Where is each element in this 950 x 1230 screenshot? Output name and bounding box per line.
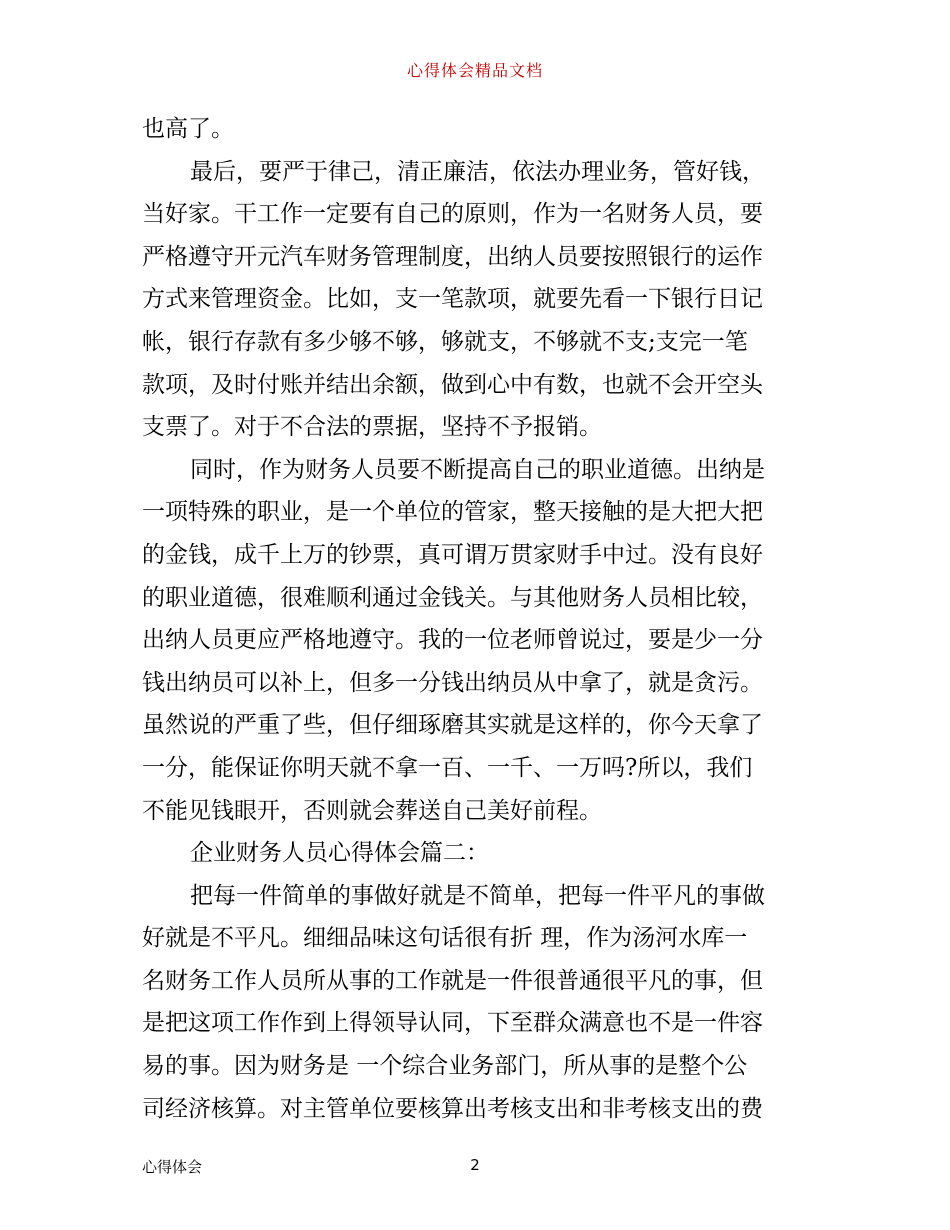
text-line: 出纳人员更应严格地遵守。我的一位老师曾说过，要是少一分 — [142, 627, 763, 654]
text-line: 易的事。因为财务是 一个综合业务部门，所从事的是整个公 — [142, 1053, 748, 1080]
text-line: 的金钱，成千上万的钞票，真可谓万贯家财手中过。没有良好 — [142, 541, 763, 568]
text-line: 支票了。对于不合法的票据，坚持不予报销。 — [142, 414, 602, 441]
text-line: 款项，及时付账并结出余额，做到心中有数，也就不会开空头 — [142, 371, 763, 398]
text-line: 的职业道德，很难顺利通过金钱关。与其他财务人员相比较， — [142, 584, 763, 611]
text-line: 司经济核算。对主管单位要核算出考核支出和非考核支出的费 — [142, 1095, 763, 1122]
text-line: 不能见钱眼开，否则就会葬送自己美好前程。 — [142, 797, 602, 824]
text-line: 钱出纳员可以补上，但多一分钱出纳员从中拿了，就是贪污。 — [142, 669, 763, 696]
text-line: 当好家。干工作一定要有自己的原则，作为一名财务人员，要 — [142, 201, 763, 228]
document-body — [142, 108, 812, 1130]
text-line: 一分，能保证你明天就不拿一百、一千、一万吗?所以，我们 — [142, 754, 753, 781]
text-line: 最后，要严于律己，清正廉洁，依法办理业务，管好钱， — [190, 158, 765, 185]
page-number: 2 — [470, 1156, 480, 1174]
text-line: 严格遵守开元汽车财务管理制度，出纳人员要按照银行的运作 — [142, 243, 763, 270]
text-line: 也高了。 — [142, 116, 234, 142]
text-line: 帐，银行存款有多少够不够，够就支，不够就不支;支完一笔 — [142, 328, 748, 355]
page-header-title: 心得体会精品文档 — [406, 61, 543, 80]
text-line: 把每一件简单的事做好就是不简单，把每一件平凡的事做 — [190, 882, 765, 909]
text-line: 是把这项工作作到上得领导认同，下至群众满意也不是一件容 — [142, 1010, 763, 1037]
footer-label: 心得体会 — [142, 1158, 203, 1176]
text-line: 名财务工作人员所从事的工作就是一件很普通很平凡的事，但 — [142, 967, 763, 994]
text-line: 一项特殊的职业，是一个单位的管家，整天接触的是大把大把 — [142, 499, 763, 526]
text-line: 虽然说的严重了些，但仔细琢磨其实就是这样的，你今天拿了 — [142, 712, 763, 739]
text-line: 同时，作为财务人员要不断提高自己的职业道德。出纳是 — [190, 456, 765, 483]
text-line: 好就是不平凡。细细品味这句话很有折 理，作为汤河水库一 — [142, 925, 748, 952]
text-line: 企业财务人员心得体会篇二： — [190, 840, 489, 867]
text-line: 方式来管理资金。比如，支一笔款项，就要先看一下银行日记 — [142, 286, 763, 313]
